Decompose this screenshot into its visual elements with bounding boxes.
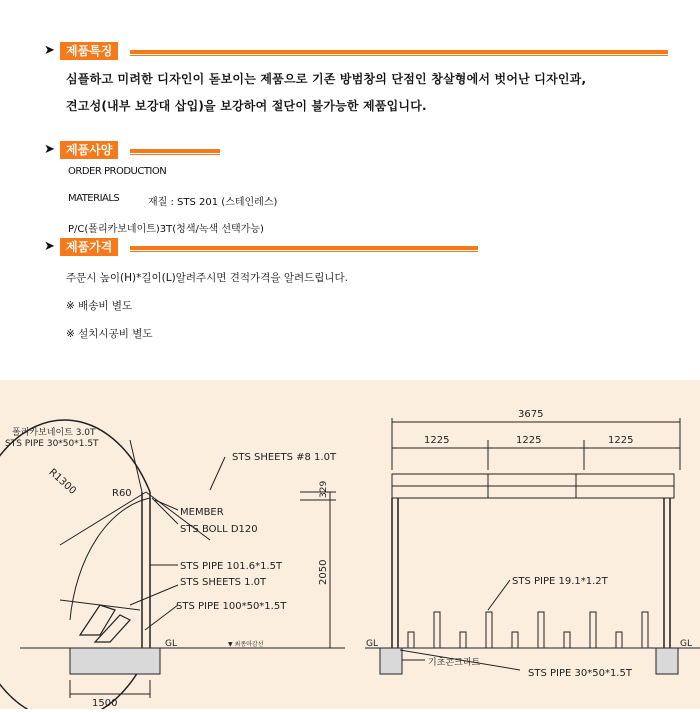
spec-materials: MATERIALS — [68, 193, 120, 204]
sheets1-label: STS SHEETS 1.0T — [180, 577, 267, 588]
top-label: 329 — [319, 480, 329, 498]
bay-3: 1225 — [608, 435, 634, 446]
pc-label: 폴리카보네이트 3.0T — [12, 428, 96, 438]
pipe101-label: STS PIPE 101.6*1.5T — [180, 561, 283, 572]
front-view — [365, 418, 700, 674]
specs-title: 제품사양 — [60, 141, 118, 159]
price-header — [44, 238, 478, 256]
bay-2: 1225 — [516, 435, 542, 446]
total-width: 3675 — [518, 409, 544, 420]
height-label: 2050 — [318, 559, 329, 585]
front-gl-label-left: GL — [366, 639, 378, 649]
bullet-arrow-icon: ➤ — [44, 142, 55, 157]
features-line-2: 견고성(내부 보강대 삽입)을 보강하여 절단이 불가능한 제품입니다. — [66, 99, 427, 113]
side-view — [0, 420, 345, 709]
header-rule — [130, 149, 220, 153]
radius-label: R1300 — [46, 466, 78, 497]
features-line-1: 심플하고 미려한 디자인이 돋보이는 제품으로 기존 방범창의 단점인 창살형에서 벗어난 디자인과, — [66, 72, 587, 86]
header-rule-thin — [130, 251, 478, 252]
front-gl-label-right: GL — [680, 639, 692, 649]
spec-material-detail: 재질 : STS 201 (스테인레스) — [148, 197, 278, 208]
features-header — [44, 42, 668, 60]
price-line-3: ※ 설치시공비 별도 — [66, 328, 153, 340]
header-rule — [130, 50, 668, 54]
price-line-1: 주문시 높이(H)*길이(L)알려주시면 견적가격을 알려드립니다. — [66, 272, 349, 284]
r60-label: R60 — [112, 488, 132, 499]
pipe30-label: STS PIPE 30*50*1.5T — [528, 668, 632, 679]
bullet-arrow-icon: ➤ — [44, 239, 55, 254]
price-line-2: ※ 배송비 별도 — [66, 300, 133, 312]
boll-label: STS BOLL D120 — [180, 524, 258, 535]
features-title: 제품특징 — [60, 42, 118, 60]
member-label: MEMBER — [180, 507, 224, 518]
header-rule-thin — [130, 55, 668, 56]
price-title: 제품가격 — [60, 238, 118, 256]
pipe100-label: STS PIPE 100*50*1.5T — [176, 601, 287, 612]
drawing-svg — [0, 380, 700, 709]
width-label: 1500 — [92, 698, 118, 709]
technical-drawing — [0, 380, 700, 709]
bike-racks — [408, 612, 648, 648]
pipe19-label: STS PIPE 19.1*1.2T — [512, 576, 608, 587]
spec-order: ORDER PRODUCTION — [68, 166, 167, 177]
bay-1: 1225 — [424, 435, 450, 446]
base-note: ▼ 최종마감선 — [228, 641, 264, 648]
header-rule-thin — [130, 154, 220, 155]
sheets8-label: STS SHEETS #8 1.0T — [232, 452, 337, 463]
side-gl-label: GL — [165, 639, 177, 649]
header-rule — [130, 246, 478, 250]
side-pipe-label: STS PIPE 30*50*1.5T — [5, 439, 99, 449]
spec-pc: P/C(폴리카보네이트)3T(청색/녹색 선택가능) — [68, 224, 264, 235]
concrete-label: 기초콘크리트 — [428, 658, 481, 668]
specs-header — [44, 141, 220, 159]
bullet-arrow-icon: ➤ — [44, 43, 55, 58]
